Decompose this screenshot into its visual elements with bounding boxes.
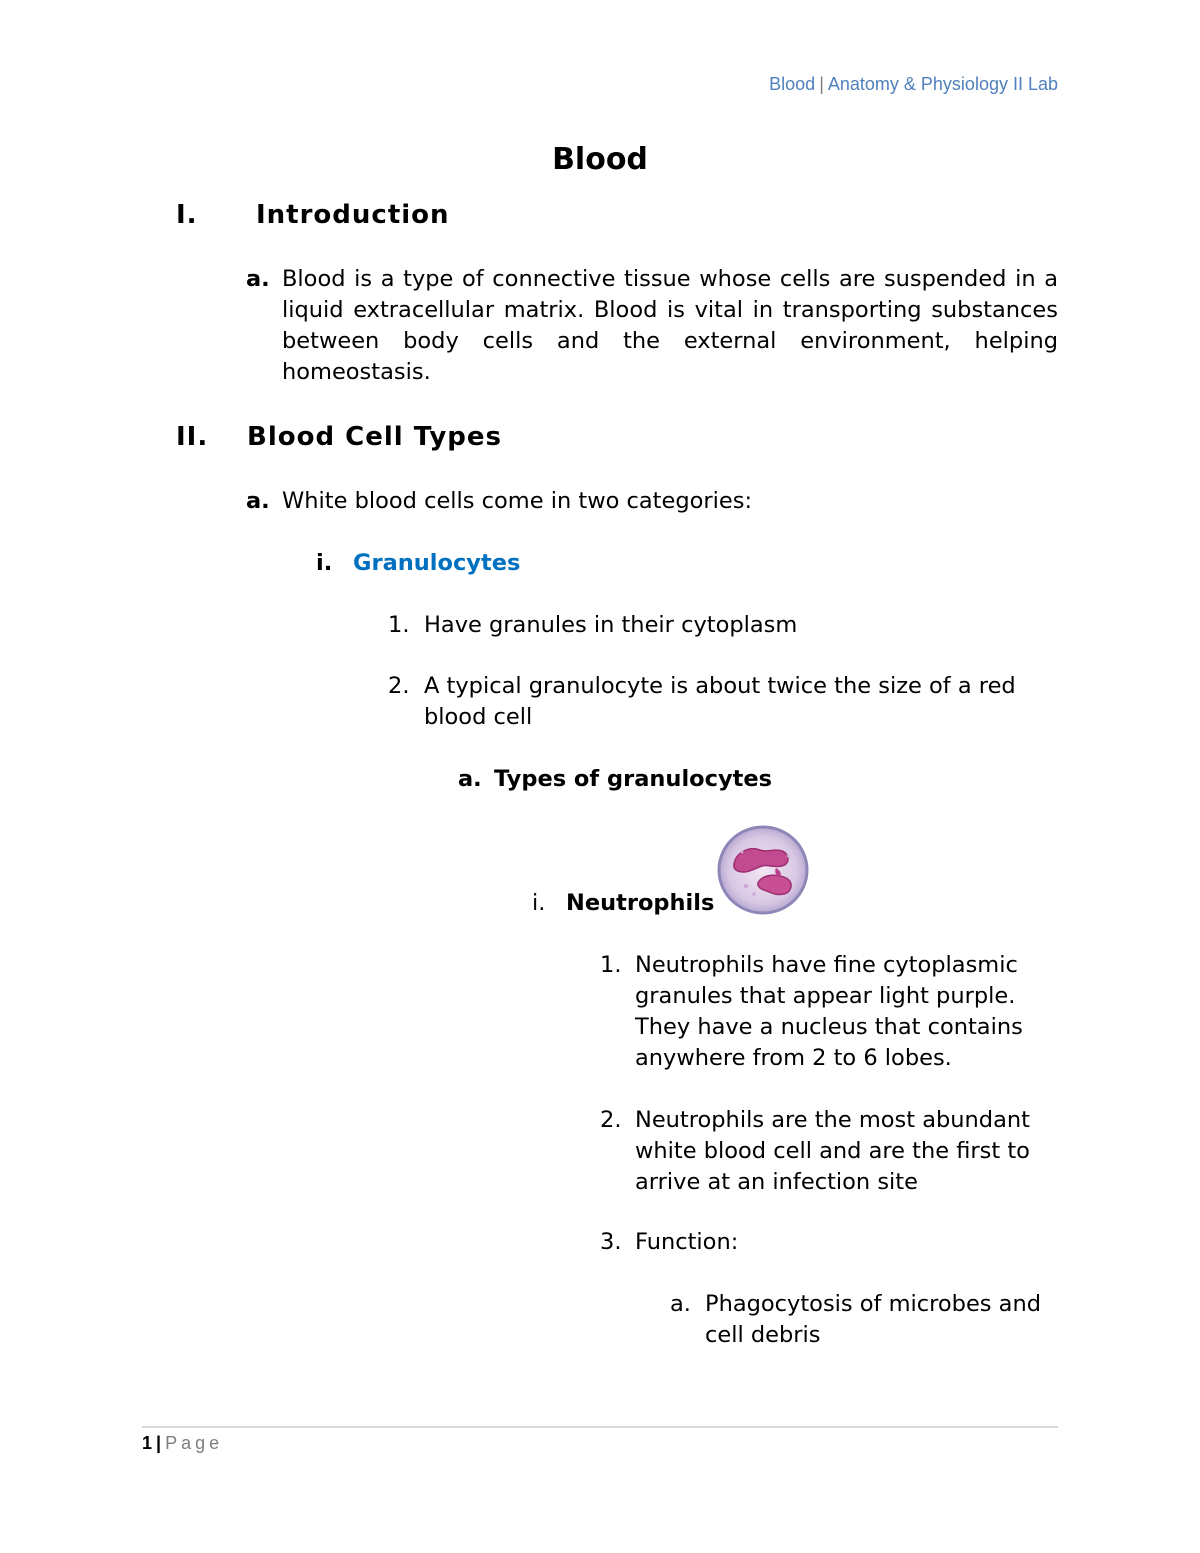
neutrophil-fact-3-marker: 3. bbox=[600, 1229, 622, 1255]
function-item-line: Phagocytosis of microbes and bbox=[705, 1291, 1042, 1317]
function-item-line: cell debris bbox=[705, 1322, 821, 1348]
neutrophil-fact-1-line: They have a nucleus that contains bbox=[635, 1014, 1023, 1040]
point-2-text-line-2: blood cell bbox=[424, 704, 533, 730]
function-item-marker: a. bbox=[670, 1291, 691, 1317]
section-1-item-a-marker: a. bbox=[246, 266, 270, 292]
header-course: Anatomy & Physiology II Lab bbox=[827, 74, 1058, 94]
footer-divider bbox=[142, 1426, 1058, 1428]
neutrophil-fact-2-line: arrive at an infection site bbox=[635, 1169, 918, 1195]
page-number: 1 bbox=[142, 1433, 153, 1453]
neutrophil-fact-2-marker: 2. bbox=[600, 1107, 622, 1133]
neutrophil-cell-image bbox=[716, 824, 810, 916]
neutrophils-marker: i. bbox=[532, 890, 546, 916]
section-2-heading: Blood Cell Types bbox=[247, 422, 503, 452]
point-2-text-line-1: A typical granulocyte is about twice the size of a red bbox=[424, 673, 1016, 699]
point-1-text: Have granules in their cytoplasm bbox=[424, 612, 798, 638]
neutrophil-fact-3-line: Function: bbox=[635, 1229, 739, 1255]
section-2-number: II. bbox=[176, 422, 209, 452]
neutrophil-fact-2-line: Neutrophils are the most abundant bbox=[635, 1107, 1030, 1133]
point-1-marker: 1. bbox=[388, 612, 410, 638]
footer-separator: | bbox=[156, 1433, 162, 1453]
section-2-item-a-text: White blood cells come in two categories: bbox=[282, 488, 753, 514]
neutrophil-fact-1-marker: 1. bbox=[600, 952, 622, 978]
neutrophil-fact-1-line: Neutrophils have fine cytoplasmic bbox=[635, 952, 1018, 978]
header-separator: | bbox=[819, 74, 824, 94]
neutrophil-fact-1-line: anywhere from 2 to 6 lobes. bbox=[635, 1045, 952, 1071]
types-of-granulocytes-heading: Types of granulocytes bbox=[494, 766, 773, 792]
page-label: Page bbox=[165, 1433, 224, 1453]
running-header bbox=[769, 74, 1058, 95]
section-1-heading: Introduction bbox=[256, 200, 450, 230]
section-1-item-a-text: Blood is a type of connective tissue whose cells are suspended in a liquid extracellular matrix. Blood is vital in transporting substances between body cells and the external environment, helping homeostasis. bbox=[282, 266, 1058, 385]
page-title: Blood bbox=[552, 142, 648, 177]
section-2-item-a-marker: a. bbox=[246, 488, 270, 514]
subsection-i-marker: i. bbox=[316, 550, 333, 576]
header-doc-title: Blood bbox=[769, 74, 816, 94]
neutrophil-fact-1-line: granules that appear light purple. bbox=[635, 983, 1016, 1009]
section-1-number: I. bbox=[176, 200, 198, 230]
neutrophils-heading: Neutrophils bbox=[566, 890, 715, 916]
page-footer bbox=[142, 1433, 223, 1454]
point-2-marker: 2. bbox=[388, 673, 410, 699]
types-marker: a. bbox=[458, 766, 482, 792]
neutrophil-fact-2-line: white blood cell and are the first to bbox=[635, 1138, 1030, 1164]
granulocytes-heading: Granulocytes bbox=[353, 550, 521, 576]
